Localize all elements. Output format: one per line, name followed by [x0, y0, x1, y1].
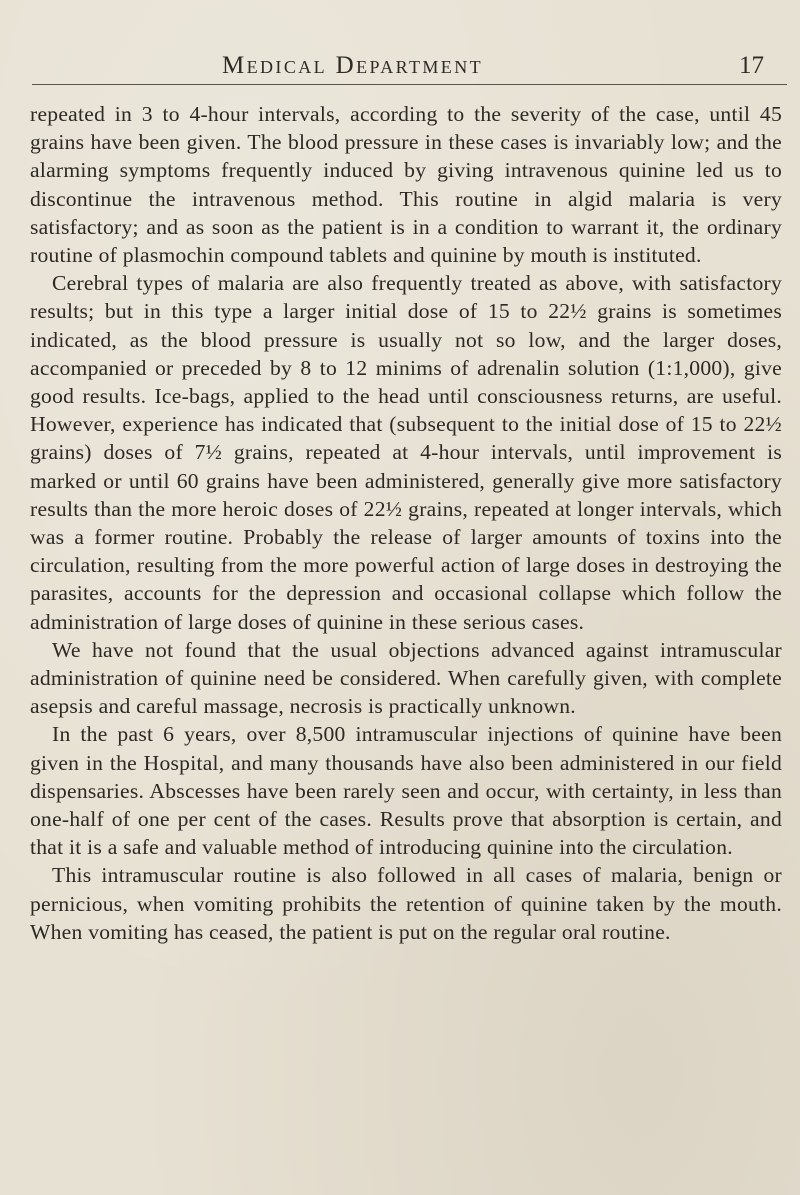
paragraph-objections: We have not found that the usual objections advanced against intramuscular administration of quinine need be considered. When carefully given, with complete asepsis and careful massage, necrosis is practically unknown.: [30, 637, 782, 719]
page-header: [0, 52, 800, 82]
paragraph-continued: repeated in 3 to 4-hour intervals, according to the severity of the case, until 45 grains have been given. The blood pressure in these cases is invariably low; and the alarming symptoms frequently induced by giving intravenous quinine led us to discontinue the intravenous method. This routine in algid malaria is very satisfactory; and as soon as the patient is in a condition to warrant it, the ordinary routine of plasmochin compound tablets and quinine by mouth is instituted.: [30, 102, 782, 268]
header-rule: [32, 84, 787, 85]
body-text: [30, 100, 782, 946]
paragraph-cerebral-malaria: Cerebral types of malaria are also frequently treated as above, with satisfactory results; but in this type a larger initial dose of 15 to 22½ grains is sometimes indicated, as the blood pressure is usually not so low, and the larger doses, accompanied or preceded by 8 to 12 minims of adrenalin solution (1:1,000), give good results. Ice-bags, applied to the head until consciousness returns, are useful. However, experience has indicated that (subsequent to the initial dose of 15 to 22½ grains) doses of 7½ grains, repeated at 4-hour intervals, until improvement is marked or until 60 grains have been administered, generally give more satisfactory results than the more heroic doses of 22½ grains, repeated at longer intervals, which was a former routine. Probably the release of larger amounts of toxins into the circulation, resulting from the more powerful action of large doses in destroying the parasites, accounts for the depression and occasional collapse which follow the administration of large doses of quinine in these serious cases.: [30, 271, 782, 634]
page-number: 17: [739, 52, 764, 79]
running-head: Medical Department: [222, 52, 483, 79]
paragraph-vomiting: This intramuscular routine is also followed in all cases of malaria, benign or pernicious, when vomiting prohibits the retention of quinine taken by the mouth. When vomiting has ceased, the patient is put on the regular oral routine.: [30, 863, 782, 944]
paragraph-injections: In the past 6 years, over 8,500 intramuscular injections of quinine have been given in the Hospital, and many thousands have also been administered in our field dispensaries. Abscesses have been rarely seen and occur, with certainty, in less than one-half of one per cent of the cases. Results prove that absorption is certain, and that it is a safe and valuable method of introducing quinine into the circulation.: [30, 722, 782, 860]
